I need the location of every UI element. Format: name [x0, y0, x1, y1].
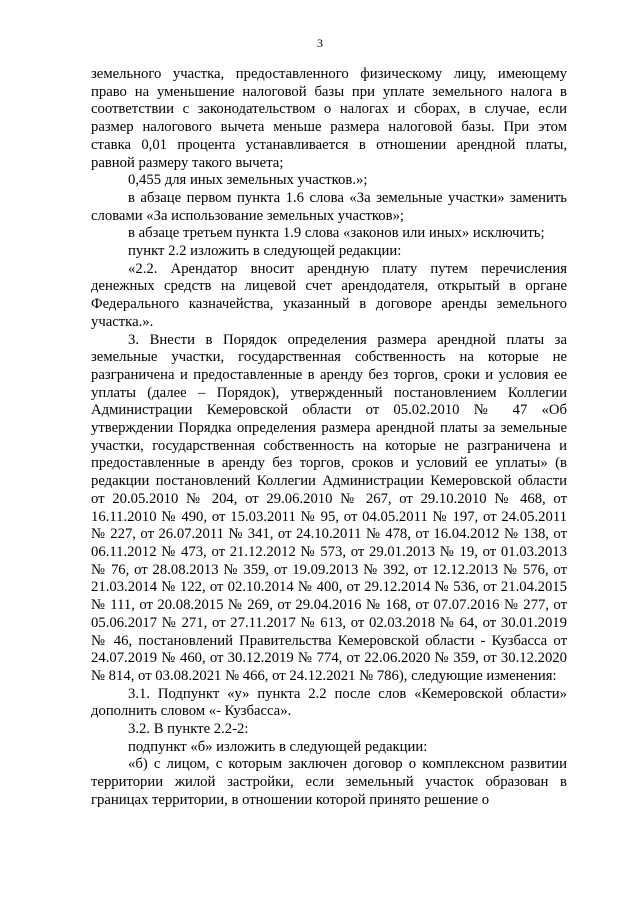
paragraph: «б) с лицом, с которым заключен договор о комплексном развитии территории жилой застройки, если земельный участок образован в границах территории, в отношении которой принято решение о [91, 756, 567, 808]
paragraph: пункт 2.2 изложить в следующей редакции: [128, 243, 402, 260]
paragraph: 3. Внести в Порядок определения размера арендной платы за земельные участки, государственная собственность на которые не разграничена и предоставленные в аренду без торгов, сроки и условия ее уплаты (далее – Порядок), утвержденный постановлением Коллегии Администрации Кемеровской области от 05.02.2010 № 47 «Об утверждении Порядка определения размера арендной платы за земельные участки, государственная собственность на которые не разграничена и предоставленные в аренду без торгов, сроков и условий ее уплаты» (в редакции постановлений Коллегии Администрации Кемеровской области от 20.05.2010 № 204, от 29.06.2010 № 267, от 29.10.2010 № 468, от 16.11.2010 № 490, от 15.03.2011 № 95, от 04.05.2011 № 197, от 24.05.2011 № 227, от 26.07.2011 № 341, от 24.10.2011 № 478, от 16.04.2012 № 138, от 06.11.2012 № 473, от 21.12.2012 № 573, от 29.01.2013 № 19, от 01.03.2013 № 76, от 28.08.2013 № 359, от 19.09.2013 № 392, от 12.12.2013 № 576, от 21.03.2014 № 122, от 02.10.2014 № 400, от 29.12.2014 № 536, от 21.04.2015 № 111, от 20.08.2015 № 269, от 29.04.2016 № 168, от 07.07.2016 № 277, от 05.06.2017 № 271, от 27.11.2017 № 613, от 02.03.2018 № 64, от 30.01.2019 № 46, постановлений Правительства Кемеровской области - Кузбасса от 24.07.2019 № 460, от 30.12.2019 № 774, от 22.06.2020 № 359, от 30.12.2020 № 814, от 03.08.2021 № 466, от 24.12.2021 № 786), следующие изменения: [91, 331, 567, 684]
paragraph: в абзаце первом пункта 1.6 слова «За земельные участки» заменить словами «За использование земельных участков»; [91, 189, 567, 224]
paragraph: земельного участка, предоставленного физическому лицу, имеющему право на уменьшение налоговой базы при уплате земельного налога в соответствии с законодательством о налогах и сборах, в случае, если размер налогового вычета меньше размера налоговой базы. При этом ставка 0,01 процента устанавливается в отношении арендной платы, равной размеру такого вычета; [91, 66, 567, 171]
paragraph: 0,455 для иных земельных участков.»; [128, 172, 368, 189]
page-number: 3 [317, 36, 323, 50]
paragraph: «2.2. Арендатор вносит арендную плату путем перечисления денежных средств на лицевой счет арендодателя, открытый в органе Федерального казначейства, указанный в договоре аренды земельного участка.». [91, 260, 567, 330]
document-body [91, 66, 567, 810]
paragraph: 3.2. В пункте 2.2-2: [128, 721, 249, 738]
paragraph: в абзаце третьем пункта 1.9 слова «законов или иных» исключить; [128, 225, 545, 242]
paragraph: 3.1. Подпункт «у» пункта 2.2 после слов «Кемеровской области» дополнить словом «- Кузбасса». [91, 685, 567, 720]
paragraph: подпункт «б» изложить в следующей редакции: [128, 738, 428, 755]
